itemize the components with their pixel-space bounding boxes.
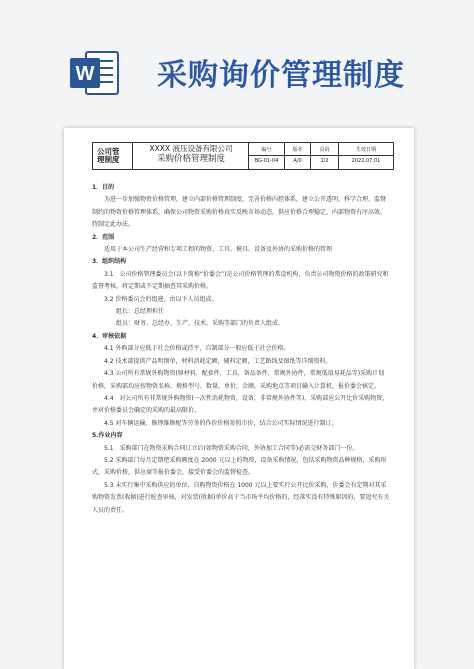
clause-5-1: 5.1 采购部门在物资采购合同订立后(如物资采购合同，外协加工合同等)必需交财务部门一份。 [104, 444, 359, 452]
version-cell [285, 143, 311, 169]
company-short-line2: 理制度 [97, 155, 120, 164]
number-value: BG-01-04 [254, 158, 279, 164]
clause-5-2: 5.2 采购部门每月定期把采购额度在 2000 元以上的物资，设备采购情况，包括采购物资品种规格，采购形式，采购价格，供应商等报价委会，接受价委会的监督检查。 [92, 456, 387, 477]
section-purpose-text: 为进一步加强物资价格管理，建立内部价格管理制度，完善价格内控体系，建立公开透明、科学合理、监督制约的物资价格管理体系，确保公司物资采购价格真实反映市场动态，供应价格合理稳定，内部物资有序高效，特制定此办法。 [92, 196, 387, 229]
clause-4-5: 4.5 对车辆运输、修理维修配等劳务的作价价格参照市价，结合公司实际情况进行制订。 [104, 419, 338, 427]
page-label: 页码 [319, 147, 330, 153]
version-value: A/0 [293, 158, 302, 164]
clause-3-1: 3.1 公司价格管理委员会(以下简称“价委会”)是公司价格管理的常设机构，负责公司物资价格的政策研究和监督考核，将定期或不定期抽查其采购价格。 [92, 270, 389, 291]
page-value: 1/2 [320, 158, 329, 164]
company-short [97, 148, 129, 164]
section-organization-title: 3．组织结构 [92, 258, 127, 266]
section-purpose-title: 1．目的 [92, 184, 115, 191]
page-cell [311, 143, 339, 169]
clause-4-1: 4.1 外购部分应低于社会价格或持平，自制部分一般应低于社会价格。 [104, 345, 290, 353]
version-label: 版本 [292, 147, 303, 153]
banner-title: 采购询价管理制度 [157, 58, 405, 93]
clause-3-2-members: 组员：财务、总经办、生产、技术、采购等部门的负责人组成。 [116, 320, 285, 328]
company-short-cell [93, 143, 133, 169]
effective-date-cell [339, 143, 393, 169]
clause-4-2: 4.2 技术部提供产品明细单，材料消耗定额，辅料定额，工艺路线及图纸等详细资料。 [104, 357, 332, 365]
document-body [92, 182, 390, 517]
section-audit-basis-title: 4．审核依据 [92, 332, 127, 340]
clause-3-2-leader: 组长：总经理担任 [116, 308, 165, 316]
clause-4-3: 4.3 公司所有常规外购物资(原材料，配套件，工具，备品备件，常规外协件，常规低值易耗品等)采购计划价格，采购部均应按物资名称，规格型号，数量，单价，金额，采购地点等项目输入计算机，报价委会核定。 [92, 370, 385, 390]
banner [0, 0, 474, 110]
section-scope-title: 2．范围 [92, 233, 115, 241]
document-page [64, 128, 414, 669]
header-table [92, 142, 394, 170]
company-name: XXXX 液压设备有限公司 [149, 144, 233, 153]
word-document-icon [68, 46, 122, 100]
number-cell [249, 143, 285, 169]
word-logo-letter: W [75, 63, 95, 85]
company-short-line1: 公司管 [97, 147, 120, 156]
clause-4-4: 4.4 对公司所有非常规外购物资(一次性消耗物资，设备，非常规外协件等)，采购部应公开比价采购物资，并对价格委员会确定的采购的最高限价。 [92, 394, 389, 415]
effective-date-value: 2022.07.01 [351, 158, 381, 164]
effective-date-label: 生效日期 [355, 147, 376, 153]
clause-5-3: 5.3 未实行集中采购供应的单位，自购物资价格在 1000 元以上要实行公开比价采购，价委会有定期对其采购物资发票(收据)进行检查审核，对发票(收据)单价高于当市场平均价格的，经落实没有特殊原因的，要追究有关人员的责任。 [92, 481, 390, 514]
section-scope-text: 适用于本公司生产经营和专项工程的物资、工具、模具、设备及外协的采购价格的管理 [104, 246, 333, 254]
number-label: 编号 [261, 147, 272, 153]
document-title: 采购价格管理制度 [156, 154, 225, 164]
section-operation-title: 5.作业内容 [92, 432, 123, 440]
clause-3-2: 3.2 价格委员会的组建，由以下人员组成。 [104, 295, 218, 303]
title-cell [133, 143, 249, 169]
header-divider [249, 155, 393, 156]
